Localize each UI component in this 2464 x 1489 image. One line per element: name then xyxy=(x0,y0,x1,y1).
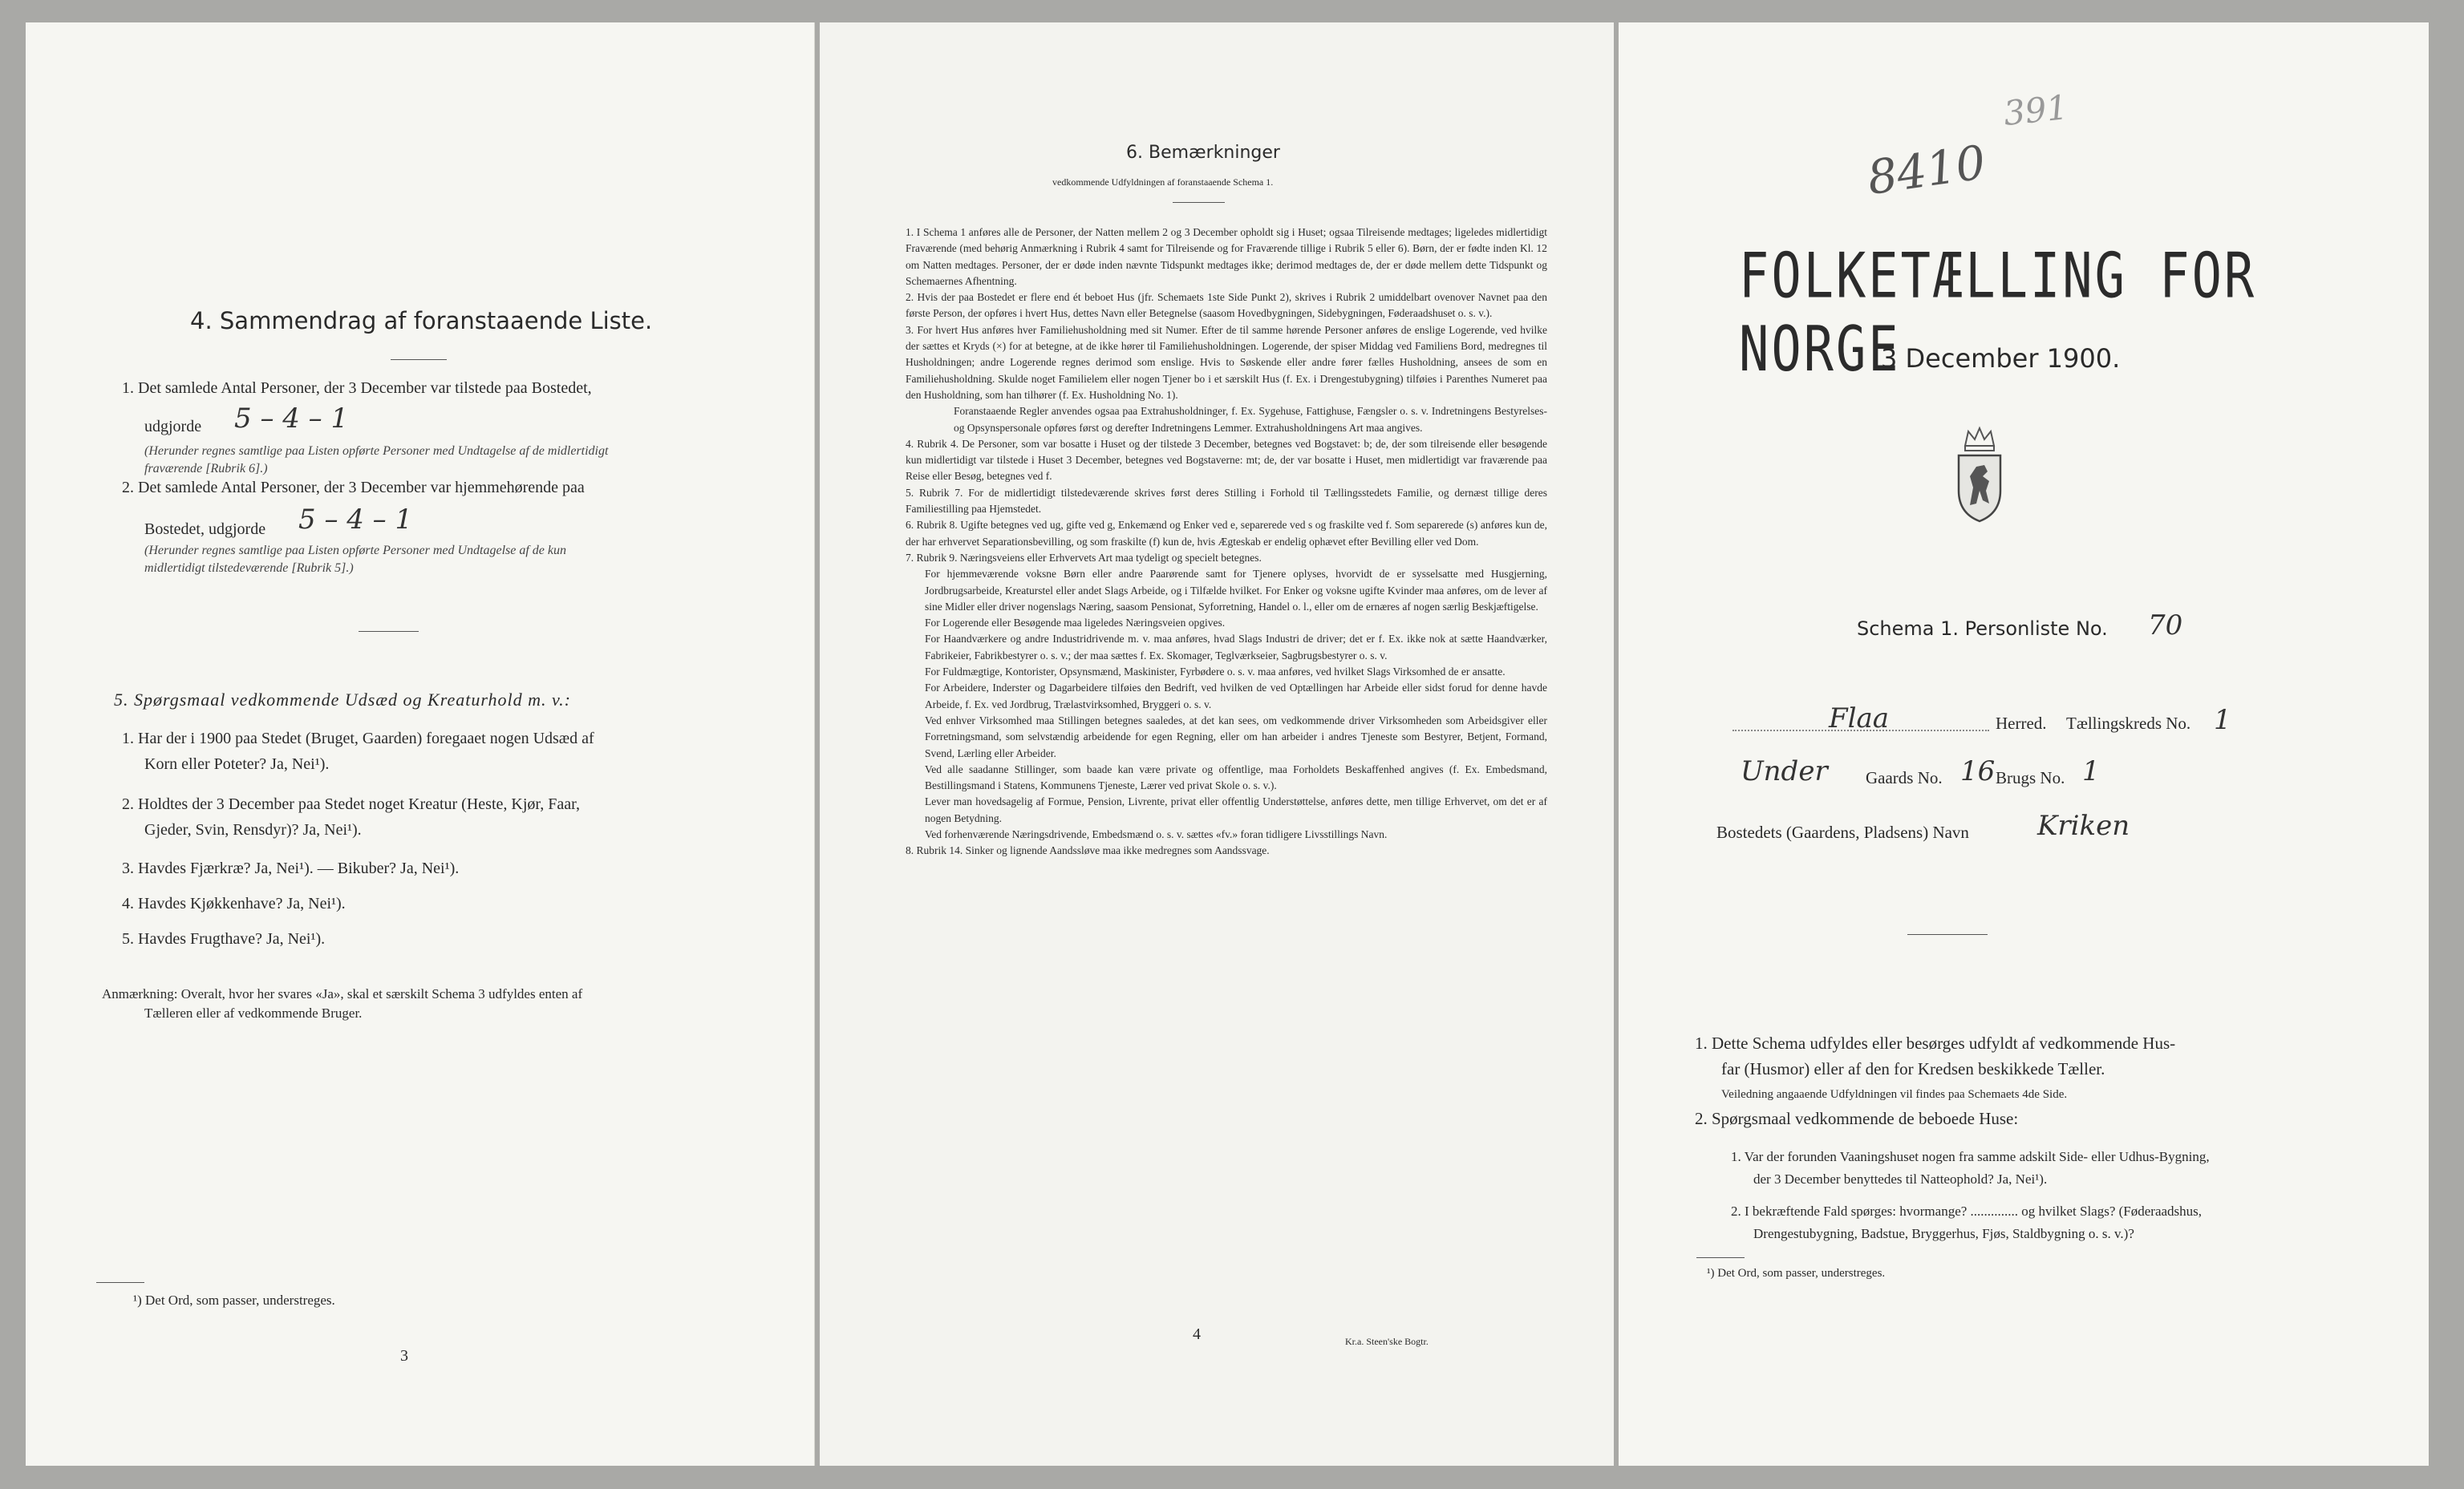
left-page xyxy=(26,22,815,1466)
note-line2: Tælleren eller af vedkommende Bruger. xyxy=(144,1005,363,1021)
inst2-q2-line1: 2. I bekræftende Fald spørges: hvormange? .............. og hvilket Slags? (Føderaadshus, xyxy=(1731,1204,2203,1219)
herred-label: Herred. xyxy=(1996,714,2047,733)
bosted-label: Bostedets (Gaardens, Pladsens) Navn xyxy=(1716,823,1969,842)
remark-paragraph: Ved alle saadanne Stillinger, som baade kan være private og offentlige, maa Forholdets Beskaffenhed angives (f. Ex. Embedsmand, Bestillingsmand i Statens, Kommunens Tjeneste, Lærer ved privat Skole o. s. v.). xyxy=(925,763,1547,792)
q1-line2: Korn eller Poteter? Ja, Nei¹). xyxy=(144,755,330,773)
right-page xyxy=(1619,22,2429,1466)
item2-note1: (Herunder regnes samtlige paa Listen opførte Personer med Undtagelse af de kun xyxy=(144,544,566,557)
kreds-label: Tællingskreds No. xyxy=(2066,714,2191,733)
item2-note2: midlertidigt tilstedeværende [Rubrik 5].) xyxy=(144,561,354,575)
inst2-q1-line2: der 3 December benyttedes til Natteophold? Ja, Nei¹). xyxy=(1753,1171,2048,1187)
inst1-line2: far (Husmor) eller af den for Kredsen beskikkede Tæller. xyxy=(1721,1059,2105,1078)
remark-paragraph: 7. Rubrik 9. Næringsveiens eller Erhvervets Art maa tydeligt og specielt betegnes. xyxy=(906,551,1262,564)
brugs-number: 1 xyxy=(2082,755,2100,787)
footnote-rule xyxy=(1696,1257,1745,1258)
remarks-body xyxy=(906,225,1547,860)
kreds-number: 1 xyxy=(2214,704,2231,736)
remark-paragraph: Lever man hovedsagelig af Formue, Pension, Livrente, privat eller offentlig Understøttelse, anføres dette, men tillige Erhvervet, om det er af nogen Betydning. xyxy=(925,795,1547,824)
remark-paragraph: 4. Rubrik 4. De Personer, som var bosatte i Huset og der tilstede 3 December, betegnes ved Bogstavet: b; de, der som tilreisende eller besøgende kun midlertidigt var tilstede i Huset 3 December, betegnes ved Bogstaverne: mt; de, der var bosatte i Huset, men midlertidigt var fraværende paa Reise eller Besøg, betegnes ved f. xyxy=(906,437,1547,483)
remark-paragraph: For Fuldmægtige, Kontorister, Opsynsmænd, Maskinister, Fyrbødere o. s. v. maa anføres, ved hvilket Slags Virksomhed de er ansatte. xyxy=(925,666,1506,678)
remark-paragraph: 8. Rubrik 14. Sinker og lignende Aandssløve maa ikke medregnes som Aandssvage. xyxy=(906,844,1270,857)
remark-paragraph: For Haandværkere og andre Industridrivende m. v. maa anføres, hvad Slags Industri de driver; det er f. Ex. ikke nok at sætte Haandværker, Fabrikeier, Fabrikbestyrer o. s. v.; der maa sættes f. Ex. Skomager, Teglværkseier, Sagbrugsbestyrer o. s. v. xyxy=(925,633,1547,662)
item1-value: 5 – 4 – 1 xyxy=(234,403,349,435)
remark-paragraph: 3. For hvert Hus anføres hver Familiehusholdning med sit Numer. Efter de til samme hørende Personer anføres de enslige Logerende, ved hvilke der sættes et Kryds (×) for at betegne, at de ikke hører til Familiehusholdningen. Logerende, der spiser Middag ved Familiens Bord, medregnes til Husholdningen; andre Logerende regnes derimod som enslige. Hvis to Søskende eller andre fører fælles Husholdning, ansees de som en Familiehusholdning. Skulde noget Familielem eller nogen Tjener bo i et særskilt Hus (f. Ex. i Drengestubygning) tilføies i Parenthes Numeret paa den Husholdning, som han tilhører (f. Ex. Husholdning No. 1). xyxy=(906,323,1547,401)
inst1-line1: 1. Dette Schema udfyldes eller besørges udfyldt af vedkommende Hus- xyxy=(1695,1034,2176,1053)
gaard-number: 16 xyxy=(1960,755,1996,787)
middle-page xyxy=(820,22,1614,1466)
page-number: 3 xyxy=(400,1347,408,1365)
schema-number: 70 xyxy=(2148,609,2183,641)
herred-name: Flaa xyxy=(1829,702,1890,734)
q4: 4. Havdes Kjøkkenhave? Ja, Nei¹). xyxy=(122,895,346,912)
item2-value: 5 – 4 – 1 xyxy=(298,504,413,536)
footnote: ¹) Det Ord, som passer, understreges. xyxy=(1707,1267,1886,1280)
page-number: 4 xyxy=(1193,1325,1201,1343)
printer-mark: Kr.a. Steen'ske Bogtr. xyxy=(1345,1336,1429,1347)
inst1-note: Veiledning angaaende Udfyldningen vil findes paa Schemaets 4de Side. xyxy=(1721,1088,2068,1101)
q3: 3. Havdes Fjærkræ? Ja, Nei¹). — Bikuber? Ja, Nei¹). xyxy=(122,860,460,877)
remark-paragraph: 2. Hvis der paa Bostedet er flere end ét beboet Hus (jfr. Schemaets 1ste Side Punkt 2), skrives i Rubrik 2 umiddelbart ovenover Navnet paa den første Person, der opføres i hvert Hus, dettes Navn eller Betegnelse (saasom Hovedbygningen, Sidebygningen, Føderaadshuset o. s. v.). xyxy=(906,291,1547,320)
q2-line2: Gjeder, Svin, Rensdyr)? Ja, Nei¹). xyxy=(144,821,362,839)
remark-paragraph: 1. I Schema 1 anføres alle de Personer, der Natten mellem 2 og 3 December opholdt sig i Huset; ogsaa Tilreisende medtages; ligeledes midlertidigt Fraværende (med behørig Anmærkning i Rubrik 4 samt for Tilreisende og for Fraværende tillige i Rubrik 5 eller 6). Børn, der er fødte inden Kl. 12 om Natten medtages. Personer, der er døde inden nævnte Tidspunkt medtages ikke; derimod medtages de, der er døde mellem dette Tidspunkt og Schemaernes Afhentning. xyxy=(906,226,1547,287)
q2-line1: 2. Holdtes der 3 December paa Stedet noget Kreatur (Heste, Kjør, Faar, xyxy=(122,795,580,813)
remark-paragraph: For hjemmeværende voksne Børn eller andre Paarørende samt for Tjenere oplyses, hvorvidt de er sysselsatte med Husgjerning, Jordbrugsarbeide, Kreaturstel eller andet Slags Arbeide, og i Tilfælde hvilket. For Enker og voksne ugifte Kvinder maa anføres, om de lever af sine Midler eller driver nogenslags Næring, saasom Pensionat, Syforretning, Handel o. l., eller om de ernæres af nogen særlig Beskjæftigelse. xyxy=(925,568,1547,613)
remark-paragraph: Foranstaaende Regler anvendes ogsaa paa Extrahusholdninger, f. Ex. Sygehuse, Fattighuse, Fængsler o. s. v. Indretningens Bestyrelses- og Opsynspersonale opføres først og derefter Indretningens Lemmer. Extrahusholdningens Art maa angives. xyxy=(954,405,1547,434)
remark-paragraph: For Arbeidere, Inderster og Dagarbeidere tilføies den Bedrift, ved hvilken de ved Optællingen har Arbeide eller sidst forud for denne havde Arbeide, f. Ex. ved Jordbrug, Trælastvirksomhed, Bryggeri o. s. v. xyxy=(925,682,1547,710)
item1-note1: (Herunder regnes samtlige paa Listen opførte Personer med Undtagelse af de midlertidigt xyxy=(144,444,609,458)
divider xyxy=(359,631,419,632)
remark-paragraph: Ved forhenværende Næringsdrivende, Embedsmænd o. s. v. sættes «fv.» foran tidligere Livsstillings Navn. xyxy=(925,827,1388,840)
item1-line1: 1. Det samlede Antal Personer, der 3 December var tilstede paa Bostedet, xyxy=(122,379,592,397)
remarks-heading: 6. Bemærkninger xyxy=(1126,143,1280,163)
divider xyxy=(391,359,447,360)
remark-paragraph: For Logerende eller Besøgende maa ligeledes Næringsveien opgives. xyxy=(925,617,1226,629)
section4-title: 4. Sammendrag af foranstaaende Liste. xyxy=(190,307,653,334)
coat-of-arms-icon xyxy=(1954,423,2005,528)
q5: 5. Havdes Frugthave? Ja, Nei¹). xyxy=(122,930,326,948)
item1-note2: fraværende [Rubrik 6].) xyxy=(144,462,268,475)
item2-line2: Bostedet, udgjorde xyxy=(144,520,266,538)
bosted-name: Kriken xyxy=(2037,810,2130,842)
inst2-q2-line2: Drengestubygning, Badstue, Bryggerhus, Fjøs, Staldbygning o. s. v.)? xyxy=(1753,1226,2134,1241)
inst2-title: 2. Spørgsmaal vedkommende de beboede Huse: xyxy=(1695,1109,2019,1128)
brugs-label: Brugs No. xyxy=(1996,768,2065,787)
remark-paragraph: 5. Rubrik 7. For de midlertidigt tilstedeværende skrives først deres Stilling i Forhold til Tællingsstedets Familie, og dernæst tillige deres Familiestilling paa Hjemstedet. xyxy=(906,486,1547,516)
census-date: 3 December 1900. xyxy=(1881,343,2121,374)
footnote: ¹) Det Ord, som passer, understreges. xyxy=(133,1293,335,1308)
item1-line2: udgjorde xyxy=(144,418,202,435)
section5-title: 5. Spørgsmaal vedkommende Udsæd og Kreaturhold m. v.: xyxy=(114,690,571,710)
remarks-subheading: vedkommende Udfyldningen af foranstaaende Schema 1. xyxy=(1052,176,1274,188)
item2-line1: 2. Det samlede Antal Personer, der 3 December var hjemmehørende paa xyxy=(122,479,585,496)
q1-line1: 1. Har der i 1900 paa Stedet (Bruget, Gaarden) foregaaet nogen Udsæd af xyxy=(122,730,594,747)
remark-paragraph: 6. Rubrik 8. Ugifte betegnes ved ug, gifte ved g, Enkemænd og Enker ved e, separerede ved s og fraskilte ved f. Som separerede (s) anføres kun de, der har erhvervet Separationsbevilling, og som fraskilte (f) kun de, hvis Ægteskab er endelig ophævet efter Bevilling eller ved Dom. xyxy=(906,519,1547,548)
remark-paragraph: Ved enhver Virksomhed maa Stillingen betegnes saaledes, at det kan sees, om vedkommende driver Virksomheden som Arbeidsgiver eller Forretningsmand, som selvstændig arbeidende for egen Regning, eller om han arbeider i andres Tjeneste som Bestyrer, Betjent, Formand, Svend, Lærling eller Arbeider. xyxy=(925,714,1547,759)
archive-number-top: 391 xyxy=(2001,87,2070,134)
document-title: FOLKETÆLLING FOR NORGE xyxy=(1739,239,2257,386)
divider xyxy=(1907,934,1988,935)
gaard-label: Gaards No. xyxy=(1866,768,1943,787)
archive-number-hand: 8410 xyxy=(1863,135,1989,205)
inst2-q1-line1: 1. Var der forunden Vaaningshuset nogen fra samme adskilt Side- eller Udhus-Bygning, xyxy=(1731,1149,2210,1164)
gaard-name: Under xyxy=(1741,755,1828,787)
divider xyxy=(1173,202,1225,203)
schema-label: Schema 1. Personliste No. xyxy=(1857,617,2108,640)
note-line1: Anmærkning: Overalt, hvor her svares «Ja», skal et særskilt Schema 3 udfyldes enten af xyxy=(102,986,583,1001)
footnote-rule xyxy=(96,1282,144,1283)
